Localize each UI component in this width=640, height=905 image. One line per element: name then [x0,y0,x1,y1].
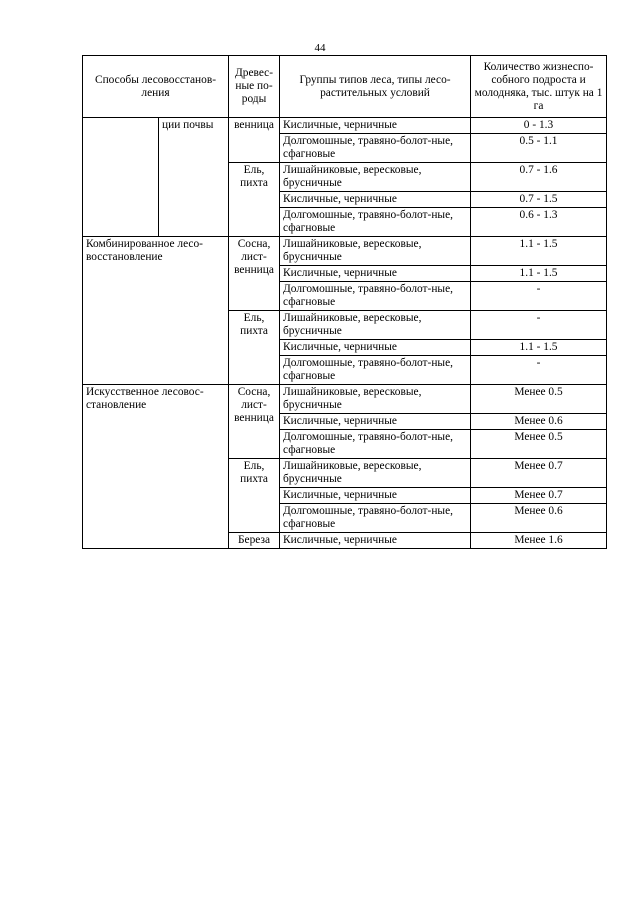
species-cell: Сосна, лист-венница [229,237,280,311]
submethod-cell: ции почвы [159,118,229,237]
species-cell: Ель, пихта [229,163,280,237]
value-cell: 1.1 - 1.5 [471,340,607,356]
header-species: Древес-ные по-роды [229,56,280,118]
species-cell: Береза [229,533,280,549]
group-cell: Лишайниковые, вересковые, брусничные [280,459,471,488]
group-cell: Лишайниковые, вересковые, брусничные [280,311,471,340]
value-cell: 0.7 - 1.6 [471,163,607,192]
table-row [83,385,607,414]
species-cell: Ель, пихта [229,459,280,533]
group-cell: Кисличные, черничные [280,266,471,282]
header-groups: Группы типов леса, типы лесо-растительных условий [280,56,471,118]
species-cell: венница [229,118,280,163]
group-cell: Долгомошные, травяно-болот-ные, сфагновые [280,356,471,385]
group-cell: Долгомошные, травяно-болот-ные, сфагновые [280,134,471,163]
species-cell: Сосна, лист-венница [229,385,280,459]
value-cell: 0.7 - 1.5 [471,192,607,208]
value-cell: Менее 0.7 [471,459,607,488]
page-number: 44 [314,42,326,54]
value-cell: 0.6 - 1.3 [471,208,607,237]
group-cell: Кисличные, черничные [280,192,471,208]
group-cell: Кисличные, черничные [280,340,471,356]
value-cell: 0.5 - 1.1 [471,134,607,163]
group-cell: Кисличные, черничные [280,118,471,134]
group-cell: Кисличные, черничные [280,414,471,430]
group-cell: Долгомошные, травяно-болот-ные, сфагновые [280,282,471,311]
group-cell: Долгомошные, травяно-болот-ные, сфагновые [280,430,471,459]
value-cell: 1.1 - 1.5 [471,237,607,266]
value-cell: Менее 0.6 [471,504,607,533]
group-cell: Кисличные, черничные [280,533,471,549]
header-row [83,56,607,118]
method-cell: Комбинированное лесо-восстановление [83,237,229,385]
group-cell: Лишайниковые, вересковые, брусничные [280,237,471,266]
group-cell: Долгомошные, травяно-болот-ные, сфагновые [280,504,471,533]
group-cell: Долгомошные, травяно-болот-ные, сфагновые [280,208,471,237]
value-cell: Менее 0.7 [471,488,607,504]
header-methods: Способы лесовосстанов-ления [83,56,229,118]
value-cell: Менее 0.5 [471,430,607,459]
group-cell: Лишайниковые, вересковые, брусничные [280,163,471,192]
value-cell: Менее 0.6 [471,414,607,430]
species-cell: Ель, пихта [229,311,280,385]
value-cell: - [471,282,607,311]
forest-regeneration-table [82,55,607,549]
table-row [83,118,607,134]
table-row [83,237,607,266]
value-cell: - [471,356,607,385]
group-cell: Кисличные, черничные [280,488,471,504]
group-cell: Лишайниковые, вересковые, брусничные [280,385,471,414]
header-quantity: Количество жизнеспо-собного подроста и молодняка, тыс. штук на 1 га [471,56,607,118]
value-cell: 0 - 1.3 [471,118,607,134]
value-cell: Менее 1.6 [471,533,607,549]
method-cell [83,118,159,237]
value-cell: Менее 0.5 [471,385,607,414]
value-cell: - [471,311,607,340]
value-cell: 1.1 - 1.5 [471,266,607,282]
method-cell: Искусственное лесовос-становление [83,385,229,549]
